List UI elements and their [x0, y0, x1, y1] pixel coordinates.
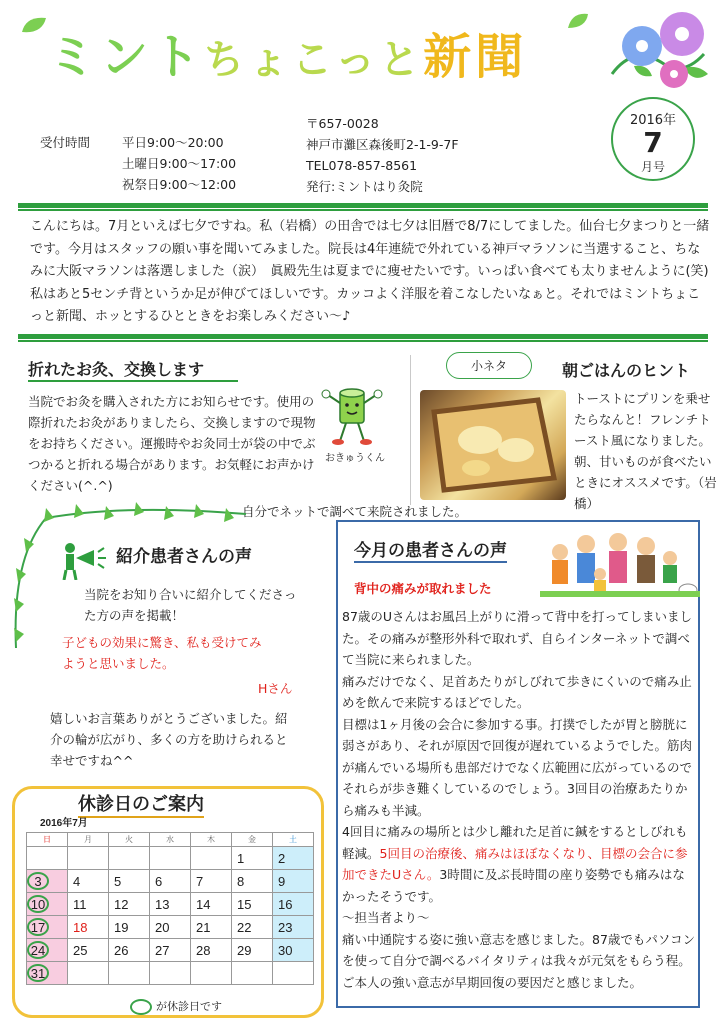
day-number: 16: [278, 896, 293, 912]
divider: [18, 340, 708, 342]
patient-title: 今月の患者さんの声: [354, 536, 507, 563]
calendar-day: [273, 939, 314, 962]
phone-number: TEL078-857-8561: [306, 158, 418, 173]
closed-day-number: 17: [27, 918, 49, 936]
calendar-day: [68, 870, 109, 893]
calendar-day: [27, 962, 68, 985]
referral-quote: 子どもの効果に驚き、私も受けてみようと思いました。: [62, 635, 262, 671]
day-number: 19: [114, 919, 129, 935]
calendar-day: [68, 847, 109, 870]
calendar-day: [27, 939, 68, 962]
day-number: 1: [237, 850, 245, 866]
postal-code: 〒657-0028: [306, 116, 379, 131]
hours-label: 受付時間: [40, 135, 91, 150]
weekday-header: 日: [27, 833, 68, 847]
calendar-day: [109, 939, 150, 962]
okyuu-kun-mascot-icon: [318, 385, 388, 447]
staff-label: ～担当者より～: [342, 910, 430, 925]
weekday-header: 木: [191, 833, 232, 847]
floating-text: 自分でネットで調べて来院されました。: [242, 504, 468, 519]
divider: [18, 209, 708, 211]
day-number: 29: [237, 942, 252, 958]
patient-body-4b: 3時間に及ぶ長時間の座り姿勢でも痛みはなかったそうです。: [342, 867, 685, 904]
calendar-day: [232, 939, 273, 962]
calendar-day: [273, 893, 314, 916]
calendar-day: [191, 962, 232, 985]
moxa-title: 折れたお灸、交換します: [28, 357, 238, 382]
hours-holiday: 祝祭日9:00～12:00: [122, 177, 237, 192]
tip-title: 朝ごはんのヒント: [562, 361, 691, 380]
calendar-day: [273, 870, 314, 893]
moxa-body: 当院でお灸を購入された方にお知らせです。使用の際折れたお灸がありましたら、交換しますので現物をお持ちください。運搬時やお灸同士が袋の中でぶつかると折れる場合があります。お気軽にお声かけください(^.^): [28, 394, 316, 493]
calendar-day: [191, 916, 232, 939]
calendar-day: [109, 962, 150, 985]
closed-day-number: 3: [27, 872, 49, 890]
patient-body-4a: 4回目に痛みの場所とは少し離れた足首に鍼をするとしびれも軽減。: [342, 824, 688, 861]
calendar-day: [27, 893, 68, 916]
calendar-day: [191, 870, 232, 893]
calendar-day: [109, 893, 150, 916]
calendar-day: [68, 893, 109, 916]
patient-body-1: 87歳のUさんはお風呂上がりに滑って背中を打ってしまいました。その痛みが整形外科で取れず、自らインターネットで調べて当院に来られました。: [342, 609, 693, 667]
day-number: 28: [196, 942, 211, 958]
closed-day-number: 24: [27, 941, 49, 959]
title-news: 新聞: [423, 29, 528, 85]
mascot-label: おきゅうくん: [325, 453, 385, 464]
staff-comment: 痛い中通院する姿に強い意志を感じました。87歳でもパソコンを使って自分で調べるバイタリティは我々が元気をもらう程。ご本人の強い意志が早期回復の要因だと感じました。: [342, 931, 696, 990]
referral-reply: 嬉しいお言葉ありがとうございました。紹介の輪が広がり、多くの方を助けられると幸せですね^^: [50, 711, 288, 768]
calendar-day: [232, 916, 273, 939]
clinic-address: [306, 113, 459, 197]
calendar-month: 2016年7月: [40, 818, 88, 829]
calendar-day: [232, 962, 273, 985]
legend-circle-icon: [130, 999, 152, 1015]
referral-title: 紹介患者さんの声: [116, 547, 252, 567]
calendar-day: [109, 847, 150, 870]
calendar-day: [273, 916, 314, 939]
issue-badge: [611, 97, 695, 181]
calendar-day: [191, 939, 232, 962]
day-number: 7: [196, 873, 204, 889]
day-number: 26: [114, 942, 129, 958]
publisher: 発行:ミントはり灸院: [306, 179, 423, 194]
day-number: 22: [237, 919, 252, 935]
calendar-day: [68, 962, 109, 985]
closed-day-number: 31: [27, 964, 49, 982]
day-number: 11: [73, 896, 87, 912]
day-number: 5: [114, 873, 122, 889]
hours-weekday: 平日9:00～20:00: [122, 135, 224, 150]
calendar-day: [109, 870, 150, 893]
weekday-header: 水: [150, 833, 191, 847]
day-number: 6: [155, 873, 163, 889]
day-number: 15: [237, 896, 252, 912]
tip-pill: 小ネタ: [446, 352, 532, 379]
calendar-day: [27, 916, 68, 939]
divider: [18, 203, 708, 208]
day-number: 25: [73, 942, 88, 958]
hours-saturday: 土曜日9:00～17:00: [122, 156, 237, 171]
calendar-day: [150, 847, 191, 870]
calendar-day: [27, 870, 68, 893]
calendar-day: [191, 893, 232, 916]
calendar-day: [150, 939, 191, 962]
calendar-day: [273, 962, 314, 985]
weekday-header: 火: [109, 833, 150, 847]
calendar-day: [27, 847, 68, 870]
day-number: 27: [155, 942, 170, 958]
calendar-title: 休診日のご案内: [78, 790, 204, 818]
weekday-header: 土: [273, 833, 314, 847]
calendar-day: [150, 893, 191, 916]
day-number: 14: [196, 896, 211, 912]
family-illustration-icon: [540, 528, 700, 606]
closed-day-number: 10: [27, 895, 49, 913]
calendar-day: [109, 916, 150, 939]
patient-body: [342, 606, 696, 993]
weekday-header: 金: [232, 833, 273, 847]
day-number: 8: [237, 873, 245, 889]
patient-subtitle: 背中の痛みが取れました: [354, 581, 492, 596]
legend-text: が休診日です: [156, 1000, 222, 1013]
patient-body-4: [342, 821, 696, 907]
calendar-legend: [130, 998, 222, 1015]
issue-year: 2016年: [629, 113, 677, 128]
newsletter-title: [48, 18, 527, 87]
calendar-day: [150, 916, 191, 939]
megaphone-icon: [58, 540, 108, 580]
calendar-day: [68, 939, 109, 962]
title-mint: ミント: [48, 29, 205, 85]
street-address: 神戸市灘区森後町2-1-9-7F: [306, 137, 459, 152]
patient-body-2: 痛みだけでなく、足首あたりがしびれて歩きにくいので痛み止めを飲んで来院するほどでした。: [342, 673, 692, 710]
calendar-day: [232, 847, 273, 870]
calendar-day: [232, 870, 273, 893]
day-number: 18: [73, 919, 88, 935]
calendar-day: [191, 847, 232, 870]
day-number: 12: [114, 896, 129, 912]
leaf-icon: [20, 14, 50, 36]
day-number: 30: [278, 942, 293, 958]
day-number: 13: [155, 896, 170, 912]
calendar-day: [150, 962, 191, 985]
reception-hours: [40, 132, 236, 195]
column-divider: [410, 355, 411, 505]
tip-body: トーストにプリンを乗せたらなんと！フレンチトースト風になりました。朝、甘いものが食べたいときにオススメです。（岩橋）: [574, 391, 717, 511]
intro-text: こんにちは。7月といえば七夕ですね。私（岩橋）の田舎では七夕は旧暦で8/7にしてました。仙台七夕まつりと一緒です。今月はスタッフの願い事を聞いてみました。院長は4年連続で外れている神戸マラソンに当選すること、ちなみに大阪マラソンは落選しました（涙） 眞殿先生は夏までに痩せたいです。いっぱい食べても太りませんように(笑) 私はあと5センチ背というか足が伸びてほしいです。カッコよく洋服を着こなしたいなぁと。それではミントちょこっと新聞、ホッとするひとときをお楽しみください～♪: [30, 219, 722, 324]
patient-body-4-highlight: 5回目の治療後、痛みはほぼなくなり、目標の会合に参加できたUさん。: [342, 845, 688, 882]
referral-intro: 当院をお知り合いに紹介してくださった方の声を掲載！: [84, 587, 297, 623]
day-number: 9: [278, 873, 286, 889]
divider: [18, 334, 708, 339]
calendar-day: [68, 916, 109, 939]
referral-signature: Hさん: [258, 681, 293, 696]
leaf-icon: [566, 10, 592, 32]
calendar-day: [150, 870, 191, 893]
toast-icon: [420, 390, 566, 500]
issue-month: 7: [643, 126, 663, 159]
day-number: 2: [278, 850, 286, 866]
day-number: 23: [278, 919, 293, 935]
issue-suffix: 月号: [640, 160, 665, 174]
weekday-header: 月: [68, 833, 109, 847]
title-choko: ちょこっと: [204, 37, 424, 83]
day-number: 20: [155, 919, 170, 935]
morning-glory-icon: [604, 4, 720, 94]
calendar-day: [232, 893, 273, 916]
calendar-table: [26, 832, 314, 985]
calendar-day: [273, 847, 314, 870]
day-number: 21: [196, 919, 211, 935]
toast-photo: [420, 390, 566, 500]
patient-body-3: 目標は1ヶ月後の会合に参加する事。打撲でしたが胃と膀胱に弱さがあり、それが原因で回復が遅れているようでした。筋肉が痛んでいる場所も患部だけでなく広範囲に広がっているのでそれらが歩き難くしているのでしょう。3回目の治療あたりから痛みも半減。: [342, 716, 693, 818]
day-number: 4: [73, 873, 81, 889]
